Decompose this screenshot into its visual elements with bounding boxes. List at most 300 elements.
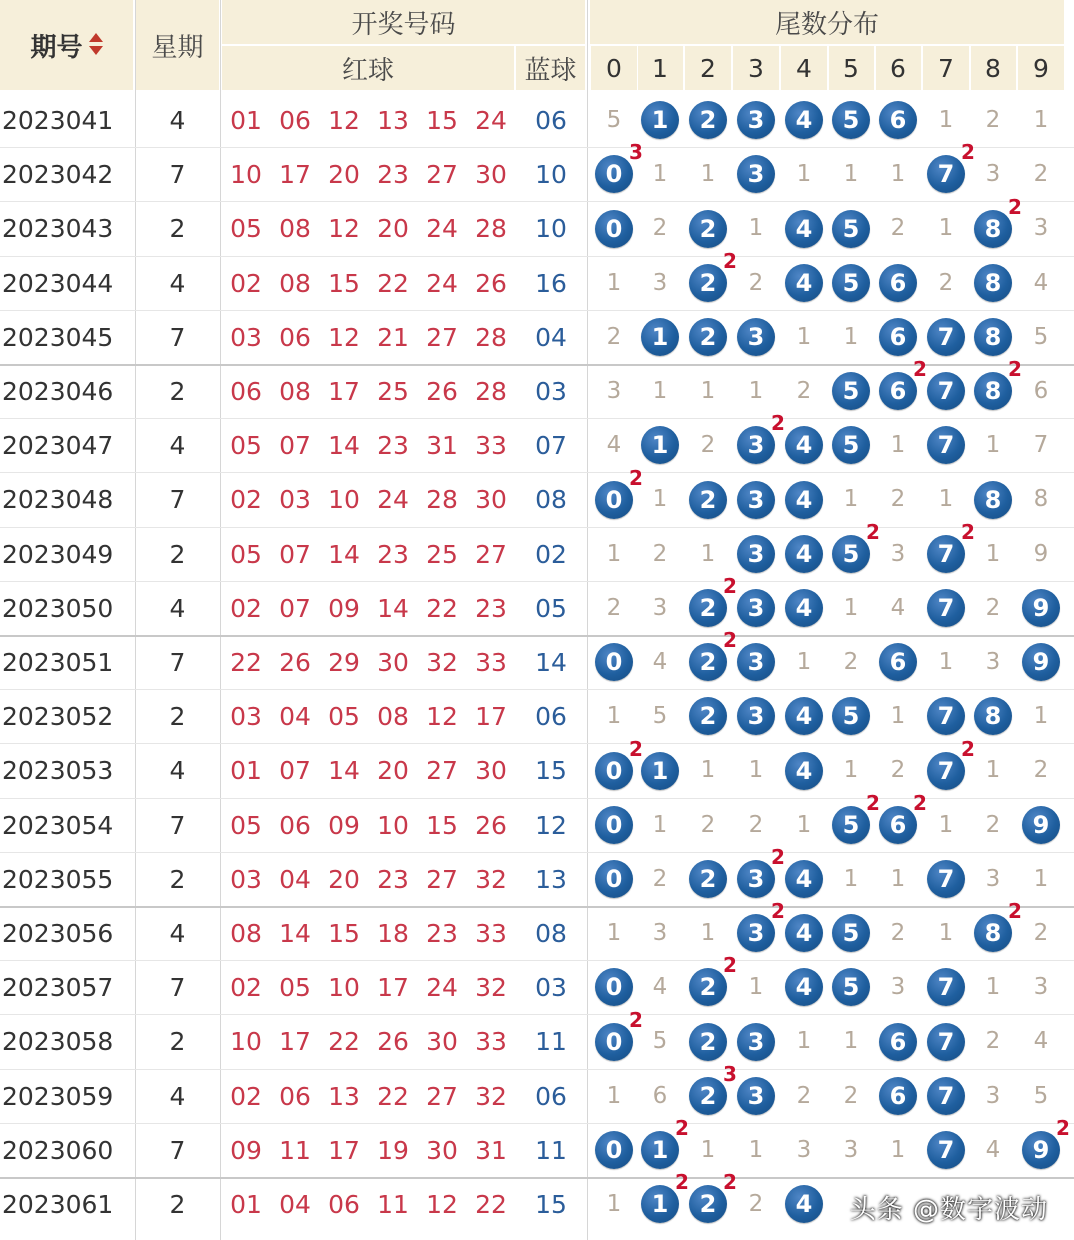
tail-hit-ball: 4 <box>785 968 823 1006</box>
header-weekday <box>136 0 219 90</box>
tail-miss-count: 3 <box>606 378 622 404</box>
tail-hit-ball: 6 <box>879 1077 917 1115</box>
red-ball-number: 02 <box>230 593 262 623</box>
tail-miss-count: 2 <box>796 1083 812 1109</box>
tail-miss-count: 2 <box>843 1083 859 1109</box>
tail-hit-ball: 5 <box>832 806 870 844</box>
sort-icon[interactable] <box>89 32 103 58</box>
tail-hit-ball: 1 <box>641 101 679 139</box>
tail-hit-ball: 0 <box>595 860 633 898</box>
tail-hit-ball: 7 <box>927 426 965 464</box>
period-number: 2023049 <box>2 539 114 569</box>
period-number: 2023042 <box>2 159 114 189</box>
weekday-value: 7 <box>169 1135 186 1165</box>
tail-hit-ball: 6 <box>879 264 917 302</box>
red-ball-number: 05 <box>230 539 262 569</box>
repeat-count-mark: 2 <box>1008 899 1022 923</box>
tail-miss-count: 5 <box>1033 1083 1049 1109</box>
red-ball-number: 11 <box>377 1189 409 1219</box>
repeat-count-mark: 2 <box>723 953 737 977</box>
tail-hit-ball: 7 <box>927 535 965 573</box>
red-ball-number: 17 <box>279 159 311 189</box>
tail-hit-ball: 0 <box>595 752 633 790</box>
period-number: 2023053 <box>2 755 114 785</box>
weekday-value: 4 <box>169 268 186 298</box>
tail-hit-ball: 2 <box>689 1023 727 1061</box>
blue-ball-number: 04 <box>535 322 567 352</box>
tail-miss-count: 1 <box>890 866 906 892</box>
tail-hit-ball: 7 <box>927 589 965 627</box>
tail-hit-ball: 3 <box>737 318 775 356</box>
repeat-count-mark: 2 <box>866 791 880 815</box>
red-ball-number: 03 <box>230 701 262 731</box>
red-ball-number: 32 <box>475 972 507 1002</box>
tail-hit-ball: 6 <box>879 372 917 410</box>
tail-miss-count: 1 <box>700 378 716 404</box>
tail-miss-count: 1 <box>700 161 716 187</box>
red-ball-number: 27 <box>426 159 458 189</box>
blue-ball-number: 02 <box>535 539 567 569</box>
red-ball-number: 13 <box>328 1081 360 1111</box>
tail-miss-count: 7 <box>1033 432 1049 458</box>
tail-hit-ball: 4 <box>785 860 823 898</box>
red-ball-number: 33 <box>475 1026 507 1056</box>
tail-miss-count: 4 <box>1033 1028 1049 1054</box>
red-ball-number: 10 <box>328 972 360 1002</box>
red-ball-number: 20 <box>377 755 409 785</box>
tail-hit-ball: 5 <box>832 101 870 139</box>
tail-hit-ball: 4 <box>785 426 823 464</box>
tail-hit-ball: 0 <box>595 155 633 193</box>
weekday-value: 2 <box>169 213 186 243</box>
red-ball-number: 28 <box>426 484 458 514</box>
tail-miss-count: 5 <box>652 1028 668 1054</box>
tail-hit-ball: 7 <box>927 372 965 410</box>
red-ball-number: 15 <box>426 105 458 135</box>
tail-miss-count: 1 <box>843 757 859 783</box>
repeat-count-mark: 2 <box>675 1116 689 1140</box>
tail-hit-ball: 1 <box>641 752 679 790</box>
column-divider <box>828 46 829 90</box>
tail-miss-count: 1 <box>606 920 622 946</box>
header-tail-digit: 3 <box>733 46 779 90</box>
tail-hit-ball: 3 <box>737 535 775 573</box>
red-ball-number: 22 <box>475 1189 507 1219</box>
repeat-count-mark: 2 <box>1008 357 1022 381</box>
tail-hit-ball: 5 <box>832 968 870 1006</box>
tail-hit-ball: 3 <box>737 643 775 681</box>
tail-miss-count: 2 <box>652 866 668 892</box>
red-ball-number: 02 <box>230 1081 262 1111</box>
red-ball-number: 14 <box>279 918 311 948</box>
repeat-count-mark: 2 <box>1008 195 1022 219</box>
tail-miss-count: 1 <box>938 920 954 946</box>
header-tail-digit: 0 <box>591 46 637 90</box>
red-ball-number: 31 <box>475 1135 507 1165</box>
tail-hit-ball: 7 <box>927 860 965 898</box>
red-ball-number: 05 <box>230 810 262 840</box>
header-draw-numbers-label: 开奖号码 <box>351 9 456 40</box>
repeat-count-mark: 2 <box>866 520 880 544</box>
header-period-label: 期号 <box>30 32 83 63</box>
tail-miss-count: 1 <box>1033 866 1049 892</box>
tail-hit-ball: 5 <box>832 426 870 464</box>
blue-ball-number: 10 <box>535 159 567 189</box>
weekday-value: 4 <box>169 918 186 948</box>
tail-miss-count: 3 <box>796 1137 812 1163</box>
red-ball-number: 24 <box>377 484 409 514</box>
tail-hit-ball: 3 <box>737 914 775 952</box>
red-ball-number: 22 <box>230 647 262 677</box>
red-ball-number: 01 <box>230 105 262 135</box>
header-weekday-label: 星期 <box>151 32 204 63</box>
repeat-count-mark: 3 <box>723 1062 737 1086</box>
blue-ball-number: 07 <box>535 430 567 460</box>
period-number: 2023045 <box>2 322 114 352</box>
red-ball-number: 09 <box>328 593 360 623</box>
tail-miss-count: 2 <box>748 270 764 296</box>
red-ball-number: 28 <box>475 213 507 243</box>
tail-hit-ball: 4 <box>785 210 823 248</box>
red-ball-number: 27 <box>475 539 507 569</box>
blue-ball-number: 10 <box>535 213 567 243</box>
tail-miss-count: 1 <box>796 161 812 187</box>
red-ball-number: 33 <box>475 647 507 677</box>
tail-hit-ball: 6 <box>879 1023 917 1061</box>
red-ball-number: 10 <box>230 1026 262 1056</box>
tail-miss-count: 5 <box>606 107 622 133</box>
tail-hit-ball: 0 <box>595 1023 633 1061</box>
tail-hit-ball: 7 <box>927 968 965 1006</box>
red-ball-number: 24 <box>426 268 458 298</box>
tail-hit-ball: 3 <box>737 426 775 464</box>
tail-hit-ball: 8 <box>974 210 1012 248</box>
red-ball-number: 22 <box>426 593 458 623</box>
period-number: 2023041 <box>2 105 114 135</box>
repeat-count-mark: 2 <box>629 1008 643 1032</box>
tail-hit-ball: 8 <box>974 697 1012 735</box>
column-divider <box>515 46 516 90</box>
repeat-count-mark: 2 <box>961 737 975 761</box>
red-ball-number: 28 <box>475 376 507 406</box>
period-number: 2023056 <box>2 918 114 948</box>
period-number: 2023046 <box>2 376 114 406</box>
red-ball-number: 12 <box>328 322 360 352</box>
red-ball-number: 24 <box>426 213 458 243</box>
blue-ball-number: 16 <box>535 268 567 298</box>
tail-hit-ball: 3 <box>737 1023 775 1061</box>
red-ball-number: 13 <box>377 105 409 135</box>
tail-hit-ball: 6 <box>879 101 917 139</box>
tail-hit-ball: 4 <box>785 481 823 519</box>
header-tail-digit: 4 <box>781 46 827 90</box>
blue-ball-number: 06 <box>535 1081 567 1111</box>
red-ball-number: 17 <box>328 376 360 406</box>
blue-ball-number: 14 <box>535 647 567 677</box>
tail-hit-ball: 8 <box>974 318 1012 356</box>
tail-hit-ball: 2 <box>689 968 727 1006</box>
header-red-ball <box>222 46 514 90</box>
tail-miss-count: 1 <box>796 812 812 838</box>
blue-ball-number: 11 <box>535 1135 567 1165</box>
column-divider <box>780 46 781 90</box>
tail-miss-count: 1 <box>748 757 764 783</box>
repeat-count-mark: 2 <box>675 1170 689 1194</box>
period-number: 2023059 <box>2 1081 114 1111</box>
repeat-count-mark: 2 <box>961 140 975 164</box>
column-divider <box>684 46 685 90</box>
red-ball-number: 07 <box>279 593 311 623</box>
red-ball-number: 08 <box>279 213 311 243</box>
red-ball-number: 26 <box>377 1026 409 1056</box>
header-tail-digit: 5 <box>828 46 874 90</box>
red-ball-number: 18 <box>377 918 409 948</box>
tail-miss-count: 6 <box>1033 378 1049 404</box>
tail-hit-ball: 9 <box>1022 1131 1060 1169</box>
red-ball-number: 22 <box>377 1081 409 1111</box>
tail-hit-ball: 5 <box>832 372 870 410</box>
tail-hit-ball: 8 <box>974 914 1012 952</box>
weekday-value: 2 <box>169 539 186 569</box>
tail-hit-ball: 2 <box>689 1185 727 1223</box>
repeat-count-mark: 2 <box>1056 1116 1070 1140</box>
tail-miss-count: 1 <box>1033 703 1049 729</box>
tail-hit-ball: 5 <box>832 264 870 302</box>
weekday-value: 2 <box>169 1189 186 1219</box>
period-number: 2023043 <box>2 213 114 243</box>
red-ball-number: 26 <box>279 647 311 677</box>
tail-miss-count: 2 <box>606 595 622 621</box>
blue-ball-number: 03 <box>535 376 567 406</box>
weekday-value: 7 <box>169 810 186 840</box>
repeat-count-mark: 2 <box>913 791 927 815</box>
header-tail-digit: 7 <box>923 46 969 90</box>
red-ball-number: 07 <box>279 755 311 785</box>
tail-miss-count: 1 <box>890 703 906 729</box>
tail-miss-count: 1 <box>700 541 716 567</box>
tail-miss-count: 2 <box>652 541 668 567</box>
tail-hit-ball: 9 <box>1022 643 1060 681</box>
tail-hit-ball: 7 <box>927 318 965 356</box>
red-ball-number: 01 <box>230 755 262 785</box>
red-ball-number: 30 <box>426 1026 458 1056</box>
red-ball-number: 02 <box>230 484 262 514</box>
red-ball-number: 05 <box>230 213 262 243</box>
red-ball-number: 32 <box>475 864 507 894</box>
red-ball-number: 21 <box>377 322 409 352</box>
tail-hit-ball: 0 <box>595 210 633 248</box>
weekday-value: 4 <box>169 105 186 135</box>
red-ball-number: 15 <box>426 810 458 840</box>
tail-miss-count: 1 <box>652 378 668 404</box>
tail-miss-count: 2 <box>748 1191 764 1217</box>
tail-miss-count: 1 <box>652 812 668 838</box>
red-ball-number: 24 <box>475 105 507 135</box>
watermark: 头条 @数字波动 <box>849 1195 1048 1225</box>
column-divider <box>922 46 923 90</box>
tail-hit-ball: 3 <box>737 589 775 627</box>
tail-hit-ball: 2 <box>689 318 727 356</box>
tail-miss-count: 2 <box>1033 920 1049 946</box>
red-ball-number: 14 <box>328 430 360 460</box>
red-ball-number: 06 <box>279 105 311 135</box>
tail-miss-count: 4 <box>652 974 668 1000</box>
red-ball-number: 05 <box>279 972 311 1002</box>
blue-ball-number: 08 <box>535 484 567 514</box>
blue-ball-number: 15 <box>535 755 567 785</box>
tail-miss-count: 1 <box>606 541 622 567</box>
tail-miss-count: 1 <box>748 1137 764 1163</box>
repeat-count-mark: 2 <box>723 574 737 598</box>
blue-ball-number: 06 <box>535 701 567 731</box>
tail-miss-count: 5 <box>1033 324 1049 350</box>
tail-hit-ball: 2 <box>689 643 727 681</box>
tail-miss-count: 1 <box>606 1083 622 1109</box>
red-ball-number: 17 <box>328 1135 360 1165</box>
column-divider <box>1064 46 1065 90</box>
tail-miss-count: 3 <box>652 595 668 621</box>
red-ball-number: 07 <box>279 539 311 569</box>
red-ball-number: 04 <box>279 701 311 731</box>
tail-hit-ball: 4 <box>785 752 823 790</box>
red-ball-number: 08 <box>377 701 409 731</box>
tail-hit-ball: 1 <box>641 318 679 356</box>
tail-hit-ball: 2 <box>689 101 727 139</box>
red-ball-number: 10 <box>377 810 409 840</box>
repeat-count-mark: 2 <box>771 411 785 435</box>
weekday-value: 2 <box>169 701 186 731</box>
tail-miss-count: 4 <box>1033 270 1049 296</box>
tail-hit-ball: 0 <box>595 643 633 681</box>
tail-miss-count: 1 <box>985 432 1001 458</box>
tail-miss-count: 1 <box>843 1028 859 1054</box>
weekday-value: 4 <box>169 430 186 460</box>
tail-miss-count: 1 <box>796 649 812 675</box>
red-ball-number: 02 <box>230 268 262 298</box>
tail-miss-count: 3 <box>652 920 668 946</box>
red-ball-number: 33 <box>475 430 507 460</box>
red-ball-number: 23 <box>377 539 409 569</box>
tail-miss-count: 2 <box>890 920 906 946</box>
red-ball-number: 03 <box>279 484 311 514</box>
red-ball-number: 28 <box>475 322 507 352</box>
header-tail-digit: 2 <box>685 46 731 90</box>
column-divider <box>732 46 733 90</box>
tail-miss-count: 1 <box>843 595 859 621</box>
tail-hit-ball: 3 <box>737 101 775 139</box>
tail-miss-count: 1 <box>652 161 668 187</box>
red-ball-number: 23 <box>475 593 507 623</box>
tail-hit-ball: 8 <box>974 372 1012 410</box>
blue-ball-number: 06 <box>535 105 567 135</box>
period-number: 2023048 <box>2 484 114 514</box>
period-number: 2023044 <box>2 268 114 298</box>
red-ball-number: 32 <box>475 1081 507 1111</box>
tail-miss-count: 2 <box>1033 161 1049 187</box>
period-number: 2023060 <box>2 1135 114 1165</box>
tail-hit-ball: 2 <box>689 264 727 302</box>
tail-hit-ball: 5 <box>832 914 870 952</box>
column-divider <box>587 0 588 1240</box>
tail-miss-count: 1 <box>1033 107 1049 133</box>
tail-hit-ball: 3 <box>737 860 775 898</box>
red-ball-number: 27 <box>426 864 458 894</box>
tail-miss-count: 1 <box>938 812 954 838</box>
blue-ball-number: 12 <box>535 810 567 840</box>
tail-miss-count: 1 <box>700 1137 716 1163</box>
red-ball-number: 06 <box>279 810 311 840</box>
column-divider <box>875 46 876 90</box>
red-ball-number: 30 <box>426 1135 458 1165</box>
red-ball-number: 05 <box>230 430 262 460</box>
repeat-count-mark: 2 <box>723 249 737 273</box>
tail-hit-ball: 4 <box>785 697 823 735</box>
period-number: 2023050 <box>2 593 114 623</box>
tail-hit-ball: 0 <box>595 968 633 1006</box>
tail-miss-count: 3 <box>985 866 1001 892</box>
tail-hit-ball: 4 <box>785 589 823 627</box>
period-number: 2023058 <box>2 1026 114 1056</box>
red-ball-number: 23 <box>377 864 409 894</box>
repeat-count-mark: 2 <box>913 357 927 381</box>
tail-hit-ball: 9 <box>1022 589 1060 627</box>
red-ball-number: 05 <box>328 701 360 731</box>
red-ball-number: 11 <box>279 1135 311 1165</box>
tail-miss-count: 6 <box>652 1083 668 1109</box>
tail-hit-ball: 5 <box>832 535 870 573</box>
red-ball-number: 30 <box>475 755 507 785</box>
red-ball-number: 32 <box>426 647 458 677</box>
tail-miss-count: 1 <box>843 486 859 512</box>
tail-miss-count: 3 <box>843 1137 859 1163</box>
repeat-count-mark: 2 <box>961 520 975 544</box>
header-tail-digit: 1 <box>637 46 683 90</box>
header-period[interactable] <box>0 0 133 90</box>
repeat-count-mark: 2 <box>771 899 785 923</box>
header-tail-digit: 9 <box>1018 46 1064 90</box>
tail-miss-count: 8 <box>1033 486 1049 512</box>
red-ball-number: 26 <box>475 268 507 298</box>
tail-miss-count: 1 <box>748 974 764 1000</box>
red-ball-number: 12 <box>426 701 458 731</box>
tail-miss-count: 1 <box>938 107 954 133</box>
red-ball-number: 15 <box>328 268 360 298</box>
red-ball-number: 08 <box>230 918 262 948</box>
tail-hit-ball: 3 <box>737 1077 775 1115</box>
red-ball-number: 33 <box>475 918 507 948</box>
tail-hit-ball: 7 <box>927 1077 965 1115</box>
tail-miss-count: 2 <box>1033 757 1049 783</box>
red-ball-number: 12 <box>328 213 360 243</box>
tail-hit-ball: 3 <box>737 155 775 193</box>
red-ball-number: 02 <box>230 972 262 1002</box>
red-ball-number: 30 <box>475 159 507 189</box>
period-number: 2023052 <box>2 701 114 731</box>
red-ball-number: 09 <box>328 810 360 840</box>
blue-ball-number: 08 <box>535 918 567 948</box>
header-tail-distribution-label: 尾数分布 <box>774 9 879 40</box>
tail-miss-count: 1 <box>890 161 906 187</box>
tail-miss-count: 1 <box>985 757 1001 783</box>
red-ball-number: 17 <box>377 972 409 1002</box>
header-blue-ball-label: 蓝球 <box>524 55 577 86</box>
tail-hit-ball: 2 <box>689 589 727 627</box>
tail-hit-ball: 2 <box>689 860 727 898</box>
tail-miss-count: 1 <box>606 703 622 729</box>
red-ball-number: 30 <box>475 484 507 514</box>
tail-miss-count: 2 <box>985 812 1001 838</box>
tail-hit-ball: 5 <box>832 697 870 735</box>
